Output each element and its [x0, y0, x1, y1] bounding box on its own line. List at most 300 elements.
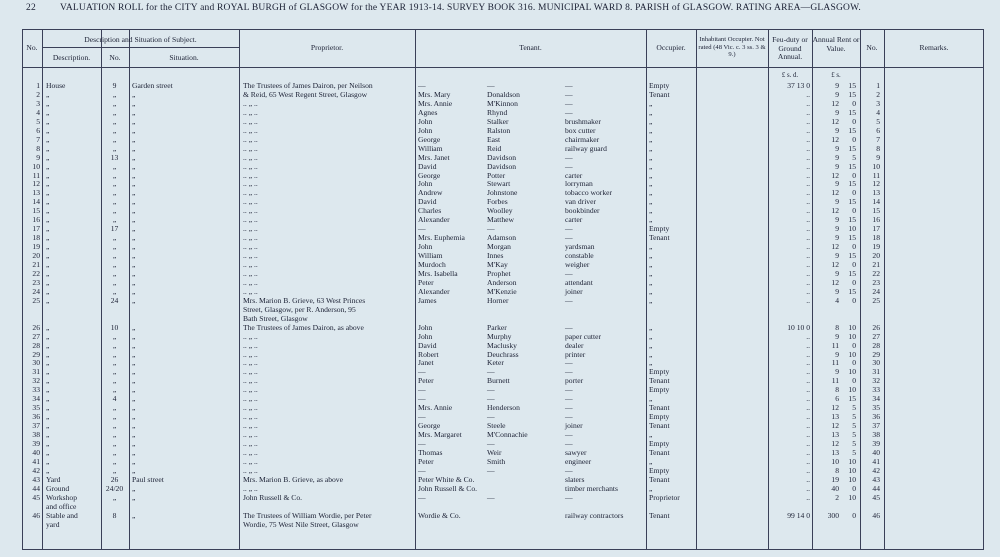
row-number: 2 [36, 89, 40, 99]
house-number-cell: „ [112, 143, 117, 153]
occupier-cell: „ [649, 98, 653, 108]
situation-cell: „ [132, 322, 136, 332]
situation-cell: „ [132, 251, 136, 261]
tenant-occupation-cell: — [565, 295, 573, 305]
occupier-cell: „ [649, 349, 653, 359]
description-cell: „ [46, 349, 50, 359]
tenant-occupation-cell: paper cutter [565, 331, 602, 341]
tenant-surname-cell: Ralston [487, 125, 511, 135]
proprietor-cell: .. „ .. [243, 349, 258, 359]
row-number: 37 [32, 421, 40, 431]
tenant-occupation-cell: railway contractors [565, 510, 624, 520]
situation-cell: „ [132, 340, 136, 350]
tenant-occupation-cell: — [565, 367, 573, 377]
row-number: 28 [872, 340, 880, 350]
tenant-forename-cell: Janet [418, 358, 434, 368]
situation-cell: „ [132, 331, 136, 341]
tenant-occupation-cell: chairmaker [565, 134, 600, 144]
feu-duty-cell: .. [806, 170, 810, 180]
row-number: 41 [872, 456, 880, 466]
rent-pounds-cell: 9 [835, 81, 839, 90]
house-number-cell: 13 [110, 152, 119, 162]
situation-cell: „ [132, 367, 136, 377]
rent-shillings-cell: 10 [848, 385, 856, 395]
row-number: 42 [872, 465, 880, 475]
proprietor-cell: .. „ .. [243, 260, 258, 269]
situation-cell: „ [132, 188, 136, 198]
situation-cell: „ [132, 116, 136, 126]
situation-cell: „ [132, 295, 136, 305]
house-number-cell: „ [112, 179, 117, 189]
row-number: 11 [872, 170, 880, 180]
tenant-forename-cell: David [418, 197, 437, 207]
tenant-forename-cell: John [418, 125, 433, 135]
proprietor-cell: .. „ .. [243, 125, 258, 135]
row-number: 12 [872, 179, 880, 189]
row-number: 40 [872, 447, 880, 457]
header-rule [42, 47, 239, 48]
proprietor-cell: Mrs. Marion B. Grieve, as above [243, 474, 343, 484]
tenant-forename-cell: — [418, 465, 426, 475]
situation-cell: „ [132, 510, 136, 520]
col-header-situation: Situation. [169, 53, 199, 62]
house-number-cell: „ [112, 188, 117, 198]
col-header-proprietor: Proprietor. [310, 43, 344, 52]
rent-shillings-cell: 10 [848, 492, 856, 502]
description-cell: „ [46, 134, 50, 144]
tenant-occupation-cell: — [565, 152, 573, 162]
rent-pounds-cell: 12 [831, 421, 839, 431]
rent-shillings-cell: 15 [848, 107, 856, 117]
feu-duty-cell: .. [806, 340, 810, 350]
rent-pounds-cell: 300 [827, 510, 839, 520]
tenant-surname-cell: M'Connachie [487, 430, 528, 440]
tenant-forename-cell: — [418, 385, 426, 395]
tenant-surname-cell: Johnstone [487, 188, 518, 198]
situation-cell: „ [132, 403, 136, 413]
tenant-surname-cell: Woolley [487, 206, 513, 216]
situation-cell: „ [132, 224, 136, 234]
occupier-cell: „ [649, 358, 653, 368]
feu-duty-cell: .. [806, 116, 810, 126]
rent-shillings-cell: 5 [852, 152, 856, 162]
tenant-forename-cell: — [418, 412, 426, 422]
row-number: 39 [872, 439, 880, 448]
tenant-surname-cell: — [487, 492, 495, 502]
tenant-occupation-cell: porter [565, 376, 584, 386]
situation-cell: „ [132, 483, 136, 493]
situation-cell: „ [132, 385, 136, 395]
proprietor-cell: .. „ .. [243, 286, 258, 296]
tenant-occupation-cell: — [565, 268, 573, 278]
rent-shillings-cell: 0 [852, 98, 856, 108]
row-number: 2 [876, 89, 880, 99]
rent-pounds-cell: 11 [831, 340, 839, 350]
feu-duty-cell: .. [806, 403, 810, 413]
tenant-surname-cell: Adamson [487, 233, 517, 243]
description-cell: „ [46, 447, 50, 457]
row-number: 33 [32, 385, 40, 395]
row-number: 9 [876, 152, 880, 162]
row-number: 20 [872, 251, 880, 261]
rent-pounds-cell: 9 [835, 89, 839, 99]
rent-shillings-cell: 0 [852, 170, 856, 180]
tenant-occupation-cell: — [565, 81, 573, 90]
rent-shillings-cell: 5 [852, 430, 856, 440]
row-number: 18 [32, 233, 40, 243]
row-number: 9 [36, 152, 40, 162]
situation-cell: „ [132, 260, 136, 269]
tenant-occupation-cell: — [565, 439, 573, 448]
description-cell: „ [46, 421, 50, 431]
rent-pounds-cell: 8 [835, 465, 839, 475]
description-cell: „ [46, 376, 50, 386]
tenant-occupation-cell: lorryman [565, 179, 593, 189]
proprietor-cell: .. „ .. [243, 331, 258, 341]
house-number-cell: „ [112, 260, 117, 269]
proprietor-cell: .. „ .. [243, 161, 258, 171]
rent-pounds-cell: 40 [831, 483, 839, 493]
situation-cell: „ [132, 492, 136, 502]
house-number-cell: 24 [110, 295, 119, 305]
feu-duty-cell: 10 10 0 [787, 322, 810, 332]
proprietor-cell: .. „ .. [243, 439, 258, 448]
rent-shillings-cell: 5 [852, 421, 856, 431]
feu-duty-cell: .. [806, 268, 810, 278]
row-number: 38 [872, 430, 880, 440]
occupier-cell: Tenant [649, 89, 670, 99]
tenant-forename-cell: — [418, 224, 426, 234]
occupier-cell: „ [649, 107, 653, 117]
row-number: 43 [872, 474, 880, 484]
row-number: 17 [872, 224, 880, 234]
occupier-cell: „ [649, 242, 653, 252]
tenant-forename-cell: George [418, 134, 441, 144]
col-header-tenant: Tenant. [519, 43, 542, 52]
tenant-occupation-cell: printer [565, 349, 586, 359]
occupier-cell: „ [649, 260, 653, 269]
situation-cell: „ [132, 89, 136, 99]
house-number-cell: „ [112, 358, 117, 368]
rent-pounds-cell: 13 [831, 430, 839, 440]
tenant-forename-cell: Mrs. Isabella [418, 268, 458, 278]
tenant-occupation-cell: attendant [565, 277, 593, 287]
feu-units: £ s. d. [781, 72, 799, 79]
proprietor-cell: .. „ .. [243, 385, 258, 395]
proprietor-cell: .. „ .. [243, 277, 258, 287]
proprietor-cell: .. „ .. [243, 394, 258, 404]
tenant-surname-cell: Davidson [487, 152, 517, 162]
col-rule [646, 29, 647, 550]
occupier-cell: „ [649, 197, 653, 207]
description-cell: „ [46, 456, 50, 466]
house-number-cell: „ [112, 367, 117, 377]
tenant-occupation-cell: — [565, 465, 573, 475]
house-number-cell: „ [112, 125, 117, 135]
tenant-occupation-cell: — [565, 107, 573, 117]
house-number-cell: 8 [112, 510, 117, 520]
row-number: 11 [32, 170, 40, 180]
occupier-cell: Tenant [649, 474, 670, 484]
rent-pounds-cell: 8 [835, 322, 839, 332]
tenant-occupation-cell: tobacco worker [565, 188, 613, 198]
house-number-cell: „ [112, 98, 117, 108]
occupier-cell: „ [649, 322, 653, 332]
tenant-forename-cell: Mrs. Annie [418, 98, 453, 108]
rent-pounds-cell: 12 [831, 277, 839, 287]
col-header-rent: Annual Rent or Value. [812, 35, 860, 53]
row-number: 5 [876, 116, 880, 126]
description-cell: „ [46, 152, 50, 162]
proprietor-cell: & Reid, 65 West Regent Street, Glasgow [243, 89, 368, 99]
proprietor-cell: .. „ .. [243, 447, 258, 457]
tenant-surname-cell: — [487, 367, 495, 377]
feu-duty-cell: .. [806, 143, 810, 153]
situation-cell: „ [132, 107, 136, 117]
tenant-forename-cell: John [418, 322, 433, 332]
rent-shillings-cell: 15 [848, 251, 856, 261]
rent-shillings-cell: 5 [852, 403, 856, 413]
row-number: 30 [32, 358, 40, 368]
rent-pounds-cell: 9 [835, 125, 839, 135]
situation-cell: „ [132, 152, 136, 162]
rent-shillings-cell: 15 [848, 125, 856, 135]
rent-pounds-cell: 9 [835, 251, 839, 261]
row-number: 12 [32, 179, 40, 189]
tenant-surname-cell: Keter [487, 358, 504, 368]
house-number-cell: „ [112, 456, 117, 466]
row-number: 3 [36, 98, 40, 108]
description-cell: „ [46, 125, 50, 135]
rent-shillings-cell: 0 [852, 188, 856, 198]
tenant-occupation-cell: — [565, 89, 573, 99]
tenant-forename-cell: Peter White & Co. [418, 474, 475, 484]
rent-shillings-cell: 5 [852, 439, 856, 448]
house-number-cell: „ [112, 412, 117, 422]
row-number: 13 [872, 188, 880, 198]
description-cell: „ [46, 251, 50, 261]
feu-duty-cell: .. [806, 224, 810, 234]
occupier-cell: Empty [649, 81, 670, 90]
rent-pounds-cell: 12 [831, 98, 839, 108]
rent-pounds-cell: 9 [835, 107, 839, 117]
occupier-cell: „ [649, 340, 653, 350]
tenant-forename-cell: Mrs. Janet [418, 152, 450, 162]
situation-cell: „ [132, 447, 136, 457]
description-cell: „ [46, 295, 50, 305]
tenant-forename-cell: William [418, 251, 443, 261]
feu-duty-cell: .. [806, 152, 810, 162]
description-cell: „ [46, 286, 50, 296]
row-number: 10 [32, 161, 40, 171]
description-cell: „ [46, 89, 50, 99]
row-number: 30 [872, 358, 880, 368]
row-number: 4 [876, 107, 880, 117]
description-cell: „ [46, 215, 50, 225]
row-number: 3 [876, 98, 880, 108]
proprietor-cell: .. „ .. [243, 134, 258, 144]
situation-cell: „ [132, 412, 136, 422]
tenant-occupation-cell: railway guard [565, 143, 607, 153]
situation-cell: „ [132, 376, 136, 386]
rent-shillings-cell: 15 [848, 143, 856, 153]
house-number-cell: „ [112, 251, 117, 261]
row-number: 25 [32, 295, 40, 305]
occupier-cell: „ [649, 116, 653, 126]
feu-duty-cell: .. [806, 421, 810, 431]
proprietor-cell: .. „ .. [243, 224, 258, 234]
tenant-forename-cell: Wordie & Co. [418, 510, 461, 520]
proprietor-cell: The Trustees of William Wordie, per Peter [243, 510, 372, 520]
tenant-forename-cell: Robert [418, 349, 439, 359]
proprietor-cell: The Trustees of James Dairon, per Neilson [243, 81, 373, 90]
occupier-cell: „ [649, 215, 653, 225]
situation-cell: „ [132, 456, 136, 466]
occupier-cell: „ [649, 188, 653, 198]
rent-pounds-cell: 4 [835, 295, 839, 305]
description-cell: „ [46, 268, 50, 278]
row-number: 19 [32, 242, 40, 252]
tenant-occupation-cell: carter [565, 215, 583, 225]
col-header-no2: No. [866, 43, 878, 52]
tenant-occupation-cell: — [565, 412, 573, 422]
situation-cell: „ [132, 161, 136, 171]
rent-pounds-cell: 9 [835, 268, 839, 278]
occupier-cell: „ [649, 430, 653, 440]
situation-cell: „ [132, 206, 136, 216]
row-number: 37 [872, 421, 880, 431]
rent-shillings-cell: 0 [852, 134, 856, 144]
house-number-cell: „ [112, 376, 117, 386]
occupier-cell: Empty [649, 412, 670, 422]
description-cell: „ [46, 107, 50, 117]
rent-pounds-cell: 12 [831, 242, 839, 252]
tenant-surname-cell: Forbes [487, 197, 508, 207]
description-cell: Workshop [46, 492, 78, 502]
col-header-occupier: Occupier. [656, 43, 686, 52]
rent-shillings-cell: 10 [848, 474, 856, 484]
occupier-cell: Tenant [649, 421, 670, 431]
feu-duty-cell: .. [806, 107, 810, 117]
occupier-cell: „ [649, 134, 653, 144]
proprietor-cell: .. „ .. [243, 152, 258, 162]
occupier-cell: „ [649, 295, 653, 305]
row-number: 45 [872, 492, 880, 502]
house-number-cell: 9 [112, 81, 117, 90]
situation-cell: „ [132, 421, 136, 431]
description-cell: „ [46, 242, 50, 252]
tenant-occupation-cell: — [565, 358, 573, 368]
occupier-cell: Tenant [649, 447, 670, 457]
house-number-cell: „ [112, 349, 117, 359]
rent-pounds-cell: 13 [831, 412, 839, 422]
feu-duty-cell: .. [806, 349, 810, 359]
rent-shillings-cell: 5 [852, 447, 856, 457]
occupier-cell: Tenant [649, 233, 670, 243]
tenant-forename-cell: — [418, 492, 426, 502]
proprietor-cell: The Trustees of James Dairon, as above [243, 322, 364, 332]
tenant-surname-cell: Donaldson [487, 89, 520, 99]
rent-pounds-cell: 12 [831, 116, 839, 126]
rent-pounds-cell: 9 [835, 152, 839, 162]
tenant-forename-cell: John Russell & Co. [418, 483, 478, 493]
description-cell: and office [46, 501, 77, 511]
feu-duty-cell: .. [806, 456, 810, 466]
occupier-cell: Empty [649, 465, 670, 475]
description-cell: „ [46, 277, 50, 287]
tenant-forename-cell: David [418, 340, 437, 350]
occupier-cell: „ [649, 331, 653, 341]
proprietor-cell: .. „ .. [243, 367, 258, 377]
house-number-cell: 17 [110, 224, 119, 234]
row-number: 32 [872, 376, 880, 386]
row-number: 26 [872, 322, 880, 332]
feu-duty-cell: .. [806, 260, 810, 269]
row-number: 5 [36, 116, 40, 126]
tenant-occupation-cell: yardsman [565, 242, 595, 252]
proprietor-cell: .. „ .. [243, 376, 258, 386]
occupier-cell: „ [649, 143, 653, 153]
house-number-cell: „ [112, 107, 117, 117]
col-rule [696, 29, 697, 550]
rent-shillings-cell: 15 [848, 81, 856, 90]
feu-duty-cell: .. [806, 215, 810, 225]
occupier-cell: „ [649, 277, 653, 287]
proprietor-cell: .. „ .. [243, 242, 258, 252]
tenant-surname-cell: Innes [487, 251, 504, 261]
proprietor-cell: .. „ .. [243, 170, 258, 180]
situation-cell: „ [132, 215, 136, 225]
tenant-occupation-cell: — [565, 403, 573, 413]
rent-shillings-cell: 0 [852, 116, 856, 126]
feu-duty-cell: .. [806, 161, 810, 171]
tenant-surname-cell: Henderson [487, 403, 520, 413]
occupier-cell: „ [649, 152, 653, 162]
rent-pounds-cell: 12 [831, 403, 839, 413]
rent-pounds-cell: 12 [831, 206, 839, 216]
col-header-inhabitant: Inhabitant Occupier. Not rated (48 Vic. c. 3 ss. 3 & 9.) [698, 36, 766, 59]
feu-duty-cell: .. [806, 465, 810, 475]
tenant-forename-cell: Peter [418, 277, 434, 287]
rent-units: £ s. [831, 72, 841, 79]
tenant-occupation-cell: joiner [565, 421, 583, 431]
row-number: 41 [32, 456, 40, 466]
occupier-cell: „ [649, 161, 653, 171]
row-number: 14 [32, 197, 40, 207]
tenant-surname-cell: — [487, 224, 495, 234]
proprietor-cell: .. „ .. [243, 188, 258, 198]
tenant-surname-cell: Prophet [487, 268, 511, 278]
house-number-cell: „ [112, 197, 117, 207]
row-number: 29 [872, 349, 880, 359]
rent-pounds-cell: 9 [835, 179, 839, 189]
tenant-surname-cell: Maclusky [487, 340, 517, 350]
rent-pounds-cell: 9 [835, 215, 839, 225]
feu-duty-cell: .. [806, 251, 810, 261]
proprietor-cell: .. „ .. [243, 358, 258, 368]
row-number: 39 [32, 439, 40, 448]
occupier-cell: Tenant [649, 376, 670, 386]
description-cell: „ [46, 188, 50, 198]
tenant-forename-cell: John [418, 179, 433, 189]
tenant-surname-cell: Stalker [487, 116, 509, 126]
row-number: 27 [32, 331, 40, 341]
rent-shillings-cell: 5 [852, 412, 856, 422]
proprietor-cell: Mrs. Marion B. Grieve, 63 West Princes [243, 295, 366, 305]
tenant-forename-cell: Murdoch [418, 260, 446, 269]
rent-shillings-cell: 10 [848, 224, 856, 234]
rent-pounds-cell: 10 [831, 456, 839, 466]
